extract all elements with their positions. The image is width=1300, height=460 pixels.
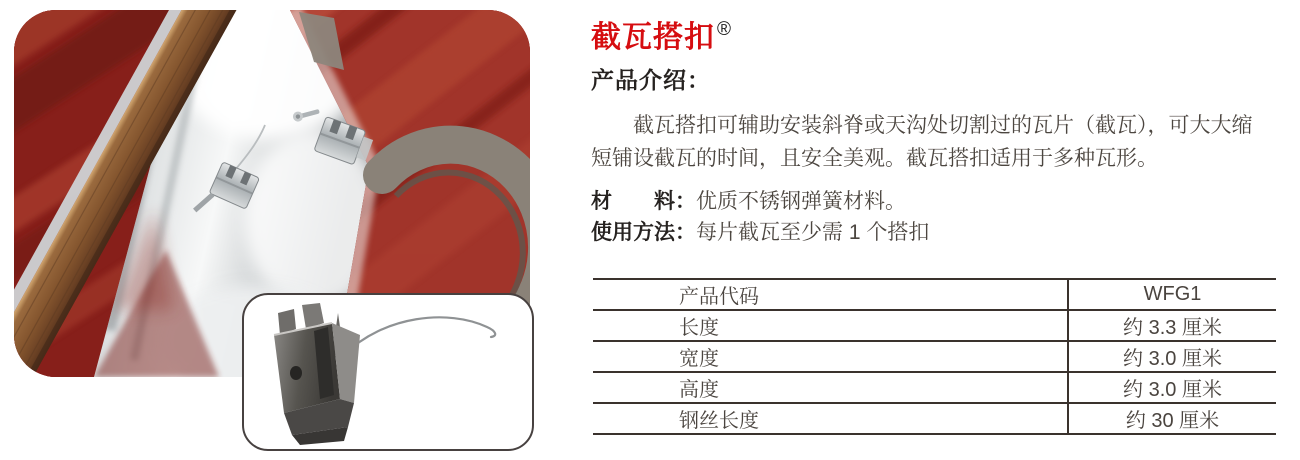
product-inset bbox=[242, 293, 534, 451]
clip-product-graphic bbox=[244, 295, 532, 449]
spec-label-cell: 宽度 bbox=[593, 341, 1068, 372]
material-value: 优质不锈钢弹簧材料。 bbox=[696, 190, 906, 213]
spec-value-cell: 约 30 厘米 bbox=[1068, 403, 1276, 434]
intro-heading: 产品介绍： bbox=[591, 67, 711, 93]
product-title: 截瓦搭扣 bbox=[591, 21, 715, 54]
spec-value-cell: 约 3.0 厘米 bbox=[1068, 372, 1276, 403]
material-label: 材 料： bbox=[591, 190, 696, 213]
intro-line-2: 短铺设截瓦的时间，且安全美观。截瓦搭扣适用于多种瓦形。 bbox=[591, 147, 1158, 170]
usage-line bbox=[591, 216, 929, 246]
material-line bbox=[591, 185, 906, 215]
spec-label-cell: 钢丝长度 bbox=[593, 403, 1068, 434]
usage-value: 每片截瓦至少需 1 个搭扣 bbox=[696, 221, 930, 244]
table-row bbox=[593, 279, 1276, 310]
usage-label: 使用方法： bbox=[591, 221, 696, 244]
intro-line-1: 截瓦搭扣可辅助安装斜脊或天沟处切割过的瓦片（截瓦），可大大缩 bbox=[633, 114, 1253, 137]
spec-label-cell: 长度 bbox=[593, 310, 1068, 341]
product-wire bbox=[344, 317, 495, 355]
spec-value-cell: WFG1 bbox=[1068, 279, 1276, 310]
title-row bbox=[591, 12, 731, 56]
product-info-panel bbox=[591, 0, 1293, 460]
spec-label-cell: 高度 bbox=[593, 372, 1068, 403]
spec-label-cell: 产品代码 bbox=[593, 279, 1068, 310]
spec-value-cell: 约 3.3 厘米 bbox=[1068, 310, 1276, 341]
spec-value-cell: 约 3.0 厘米 bbox=[1068, 341, 1276, 372]
registered-trademark-mark: ® bbox=[717, 19, 731, 40]
table-row bbox=[593, 341, 1276, 372]
product-clip-body bbox=[274, 303, 360, 445]
spec-table bbox=[593, 278, 1276, 435]
table-row bbox=[593, 310, 1276, 341]
table-row bbox=[593, 403, 1276, 434]
table-row bbox=[593, 372, 1276, 403]
intro-paragraph bbox=[591, 109, 1293, 175]
